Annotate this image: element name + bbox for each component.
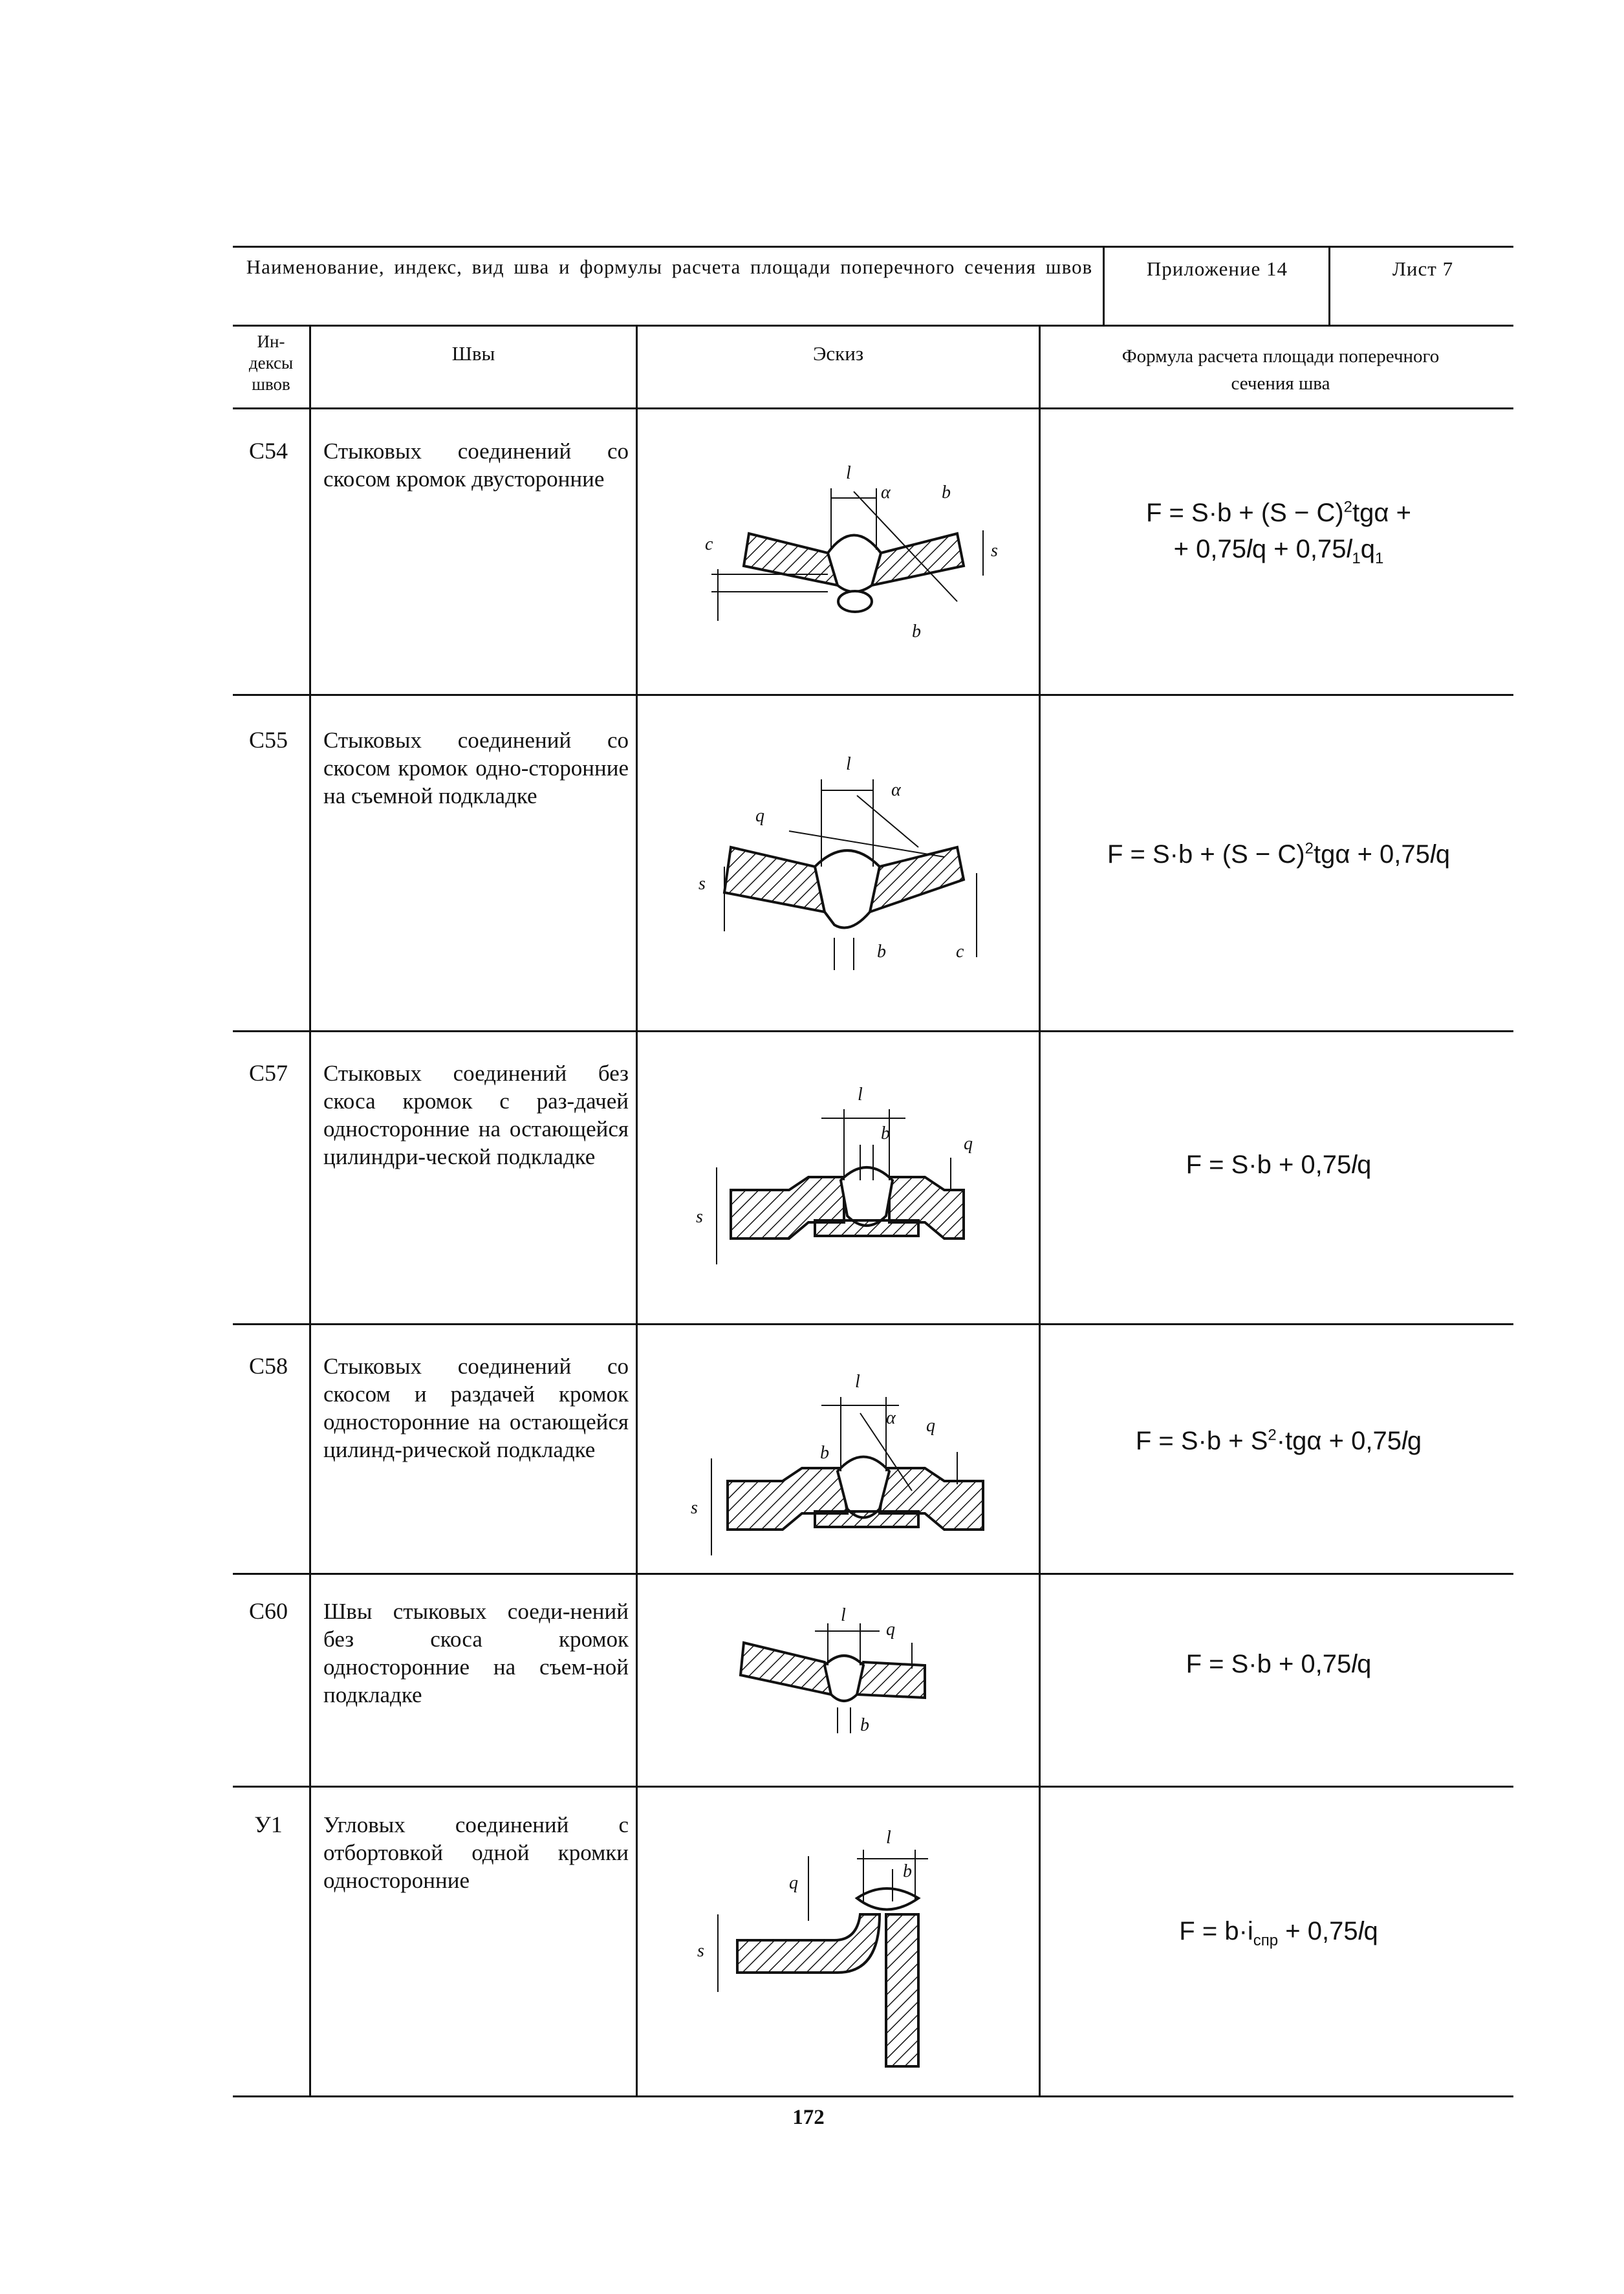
row-index: С60 bbox=[248, 1598, 288, 1624]
row-rule-2 bbox=[233, 1030, 1513, 1032]
header-sep-appendix bbox=[1103, 246, 1105, 326]
label-q: q bbox=[789, 1873, 798, 1893]
row-index: С55 bbox=[248, 727, 288, 753]
label-q: q bbox=[755, 806, 764, 826]
label-alpha: α bbox=[886, 1408, 896, 1428]
weld-sketch-c60 bbox=[731, 1604, 1002, 1753]
label-s: s bbox=[697, 1941, 704, 1961]
row-index: С57 bbox=[248, 1060, 288, 1086]
label-q: q bbox=[964, 1134, 973, 1154]
label-b-bottom: b bbox=[912, 622, 921, 642]
label-q: q bbox=[926, 1416, 935, 1436]
label-b: b bbox=[860, 1715, 869, 1735]
label-s: s bbox=[691, 1498, 698, 1518]
label-l: l bbox=[858, 1085, 863, 1105]
label-l: l bbox=[841, 1605, 846, 1625]
row-formula: $F = S\cdot b + S^2\cdot tg\alpha + 0,75\lg$ bbox=[1135, 1426, 1422, 1455]
label-q: q bbox=[886, 1619, 895, 1639]
row-formula: F = S·b + 0,75lq bbox=[1186, 1650, 1372, 1678]
row-formula: $F = S\cdot b + (S - C)^2tg\alpha$ + + $0,75lq + 0,75l_1q_1$ bbox=[1146, 498, 1411, 567]
label-s: s bbox=[696, 1207, 703, 1227]
row-rule-1 bbox=[233, 694, 1513, 696]
table-bottom-rule bbox=[233, 2095, 1513, 2097]
label-l: l bbox=[846, 754, 851, 774]
weld-sketch-c57 bbox=[692, 1077, 1028, 1284]
row-name: Угловых соединений с отбортовкой одной кромки односторонние bbox=[323, 1812, 629, 1893]
appendix-label: Приложение 14 bbox=[1146, 257, 1288, 280]
label-alpha: α bbox=[881, 482, 891, 503]
col-sep-formula bbox=[1039, 325, 1041, 2097]
row-name: Стыковых соединений со скосом кромок двусторонние bbox=[323, 438, 629, 492]
table-top-rule bbox=[233, 246, 1513, 248]
page-number: 172 bbox=[792, 2106, 825, 2129]
header-title: Наименование, индекс, вид шва и формулы расчета площади поперечного сечения швов bbox=[246, 255, 1093, 278]
row-name: Стыковых соединений со скосом и раздачей кромок односторонние на остающейся цилинд-рической подкладке bbox=[323, 1354, 629, 1462]
col-header-sketch: Эскиз bbox=[812, 342, 864, 365]
row-formula: $F = b\cdot i_{спр} + 0,75lq$ bbox=[1179, 1917, 1378, 1949]
col-header-formula: Формула расчета площади поперечного сечения шва bbox=[1121, 346, 1440, 394]
label-c: c bbox=[956, 942, 964, 962]
row-name: Стыковых соединений без скоса кромок с раз-дачей односторонние на остающейся цилиндри-ческой подкладке bbox=[323, 1061, 629, 1169]
label-l: l bbox=[886, 1828, 891, 1848]
row-name: Швы стыковых соеди-нений без скоса кромок односторонние на съем-ной подкладке bbox=[323, 1599, 629, 1707]
label-c: c bbox=[705, 534, 713, 554]
row-index: С58 bbox=[248, 1353, 288, 1379]
header-sep-sheet bbox=[1328, 246, 1330, 326]
row-name: Стыковых соединений со скосом кромок одно-сторонние на съемной подкладке bbox=[323, 728, 629, 808]
row-rule-5 bbox=[233, 1786, 1513, 1788]
colheader-bottom-rule bbox=[233, 407, 1513, 409]
weld-sketch-c55 bbox=[686, 744, 1035, 977]
sheet-label: Лист 7 bbox=[1392, 257, 1454, 280]
weld-sketch-c54 bbox=[698, 453, 1035, 653]
row-index: С54 bbox=[248, 438, 288, 464]
row-index: У1 bbox=[254, 1812, 283, 1837]
row-rule-4 bbox=[233, 1573, 1513, 1575]
label-alpha: α bbox=[891, 780, 901, 800]
col-sep-sketch bbox=[636, 325, 638, 2097]
weld-sketch-c58 bbox=[686, 1361, 1035, 1568]
weld-sketch-u1 bbox=[692, 1817, 1028, 2089]
col-sep-index bbox=[309, 325, 311, 2097]
label-b-top: b bbox=[942, 482, 951, 503]
col-header-seams: Швы bbox=[451, 342, 495, 365]
label-b: b bbox=[903, 1861, 912, 1881]
label-b: b bbox=[877, 942, 886, 962]
row-formula: $F = S\cdot b + (S - C)^2tg\alpha + 0,75lq$ bbox=[1107, 839, 1451, 869]
header-bottom-rule bbox=[233, 325, 1513, 327]
label-b: b bbox=[881, 1123, 890, 1143]
label-l: l bbox=[846, 463, 851, 483]
label-s: s bbox=[698, 874, 706, 894]
row-formula: F = S·b + 0,75lq bbox=[1186, 1151, 1372, 1179]
label-b: b bbox=[820, 1443, 829, 1463]
col-header-index: Ин-дексы швов bbox=[248, 332, 294, 394]
label-l: l bbox=[855, 1372, 860, 1392]
label-s: s bbox=[991, 541, 998, 561]
row-rule-3 bbox=[233, 1323, 1513, 1325]
